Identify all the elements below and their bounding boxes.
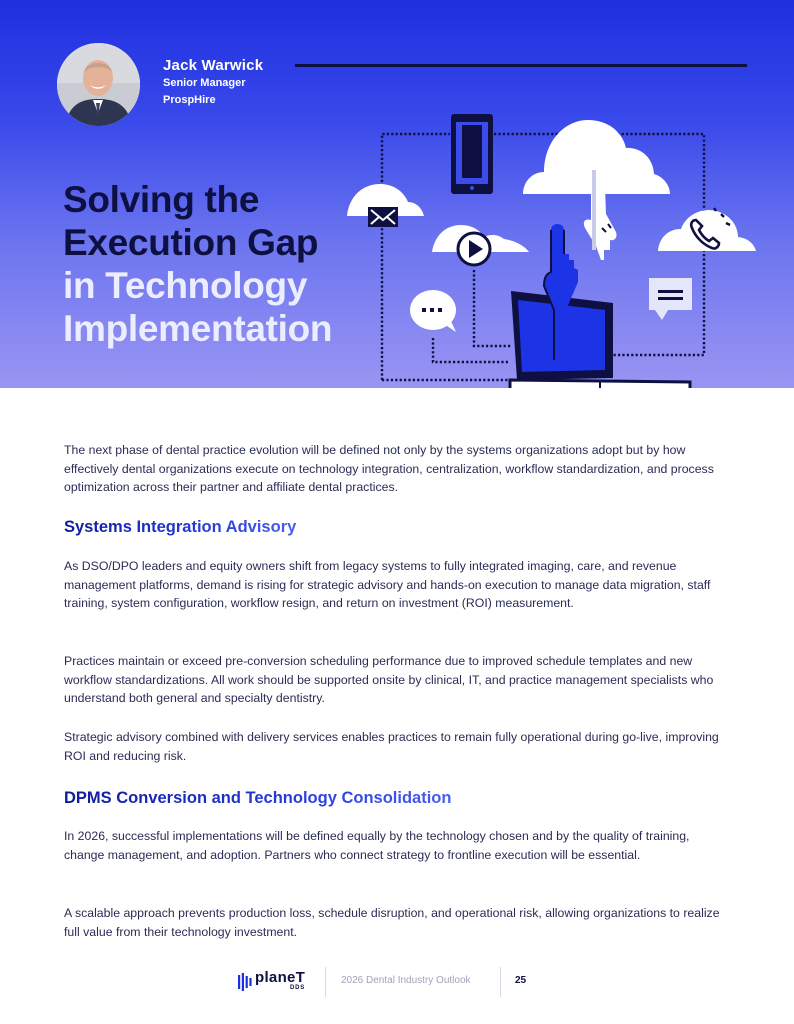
divider — [295, 64, 747, 67]
publication-title: 2026 Dental Industry Outlook — [341, 975, 471, 986]
section1-paragraph-1: As DSO/DPO leaders and equity owners shift from legacy systems to fully integrated imaging, care, and revenue management platforms, demand is rising for strategic advisory and hands-on execution to manage data migration, staff training, system configuration, workflow resign, and return on investment (ROI) measurement. — [64, 559, 711, 610]
title-line-1: Solving the — [63, 179, 260, 220]
section2-paragraph-2: A scalable approach prevents production loss, schedule disruption, and operational risk, allowing organizations to realize full value from their technology investment. — [64, 906, 720, 939]
section2-paragraph-1: In 2026, successful implementations will be defined equally by the technology chosen and by the quality of training, change management, and adoption. Partners who connect strategy to frontline execution will be essential. — [64, 829, 690, 862]
message-icon — [649, 278, 692, 320]
intro-paragraph: The next phase of dental practice evolution will be defined not only by the systems organizations adopt but by how effectively dental organizations execute on technology integration, centralization, workflow standardization, and process optimization across their partner and affiliate dental practices. — [64, 443, 714, 494]
footer-divider — [325, 967, 326, 997]
title-line-3: in Technology — [63, 265, 308, 306]
planet-dds-logo-icon — [238, 973, 252, 991]
section-heading-systems-integration: Systems Integration Advisory — [64, 518, 297, 536]
page-footer — [0, 965, 794, 1005]
section-heading-dpms-conversion: DPMS Conversion and Technology Consolidation — [64, 789, 452, 807]
title-line-2: Execution Gap — [63, 222, 319, 263]
hero-banner — [0, 0, 794, 388]
page-title — [63, 178, 332, 350]
envelope-icon — [368, 207, 398, 227]
page-number: 25 — [515, 975, 527, 986]
author-name: Jack Warwick — [163, 57, 264, 74]
chat-icon — [410, 290, 456, 332]
footer-divider — [500, 967, 501, 997]
logo-subtext: DDS — [290, 985, 306, 991]
technology-illustration — [340, 110, 760, 388]
title-line-4: Implementation — [63, 308, 333, 349]
play-icon — [458, 233, 490, 265]
author-portrait-icon — [57, 43, 140, 126]
section1-paragraph-3: Strategic advisory combined with delivery services enables practices to remain fully operational during go-live, improving ROI and reducing risk. — [64, 730, 719, 763]
author-photo — [57, 43, 140, 126]
section1-paragraph-2: Practices maintain or exceed pre-conversion scheduling performance due to improved schedule templates and new workflow standardizations. All work should be supported onsite by clinical, IT, and practice management specialists who understand both general and specialty dentistry. — [64, 654, 714, 705]
author-company: ProspHire — [163, 94, 216, 106]
author-role: Senior Manager — [163, 77, 246, 89]
logo-wordmark: planeT — [255, 969, 306, 986]
smartphone-icon — [451, 114, 493, 194]
